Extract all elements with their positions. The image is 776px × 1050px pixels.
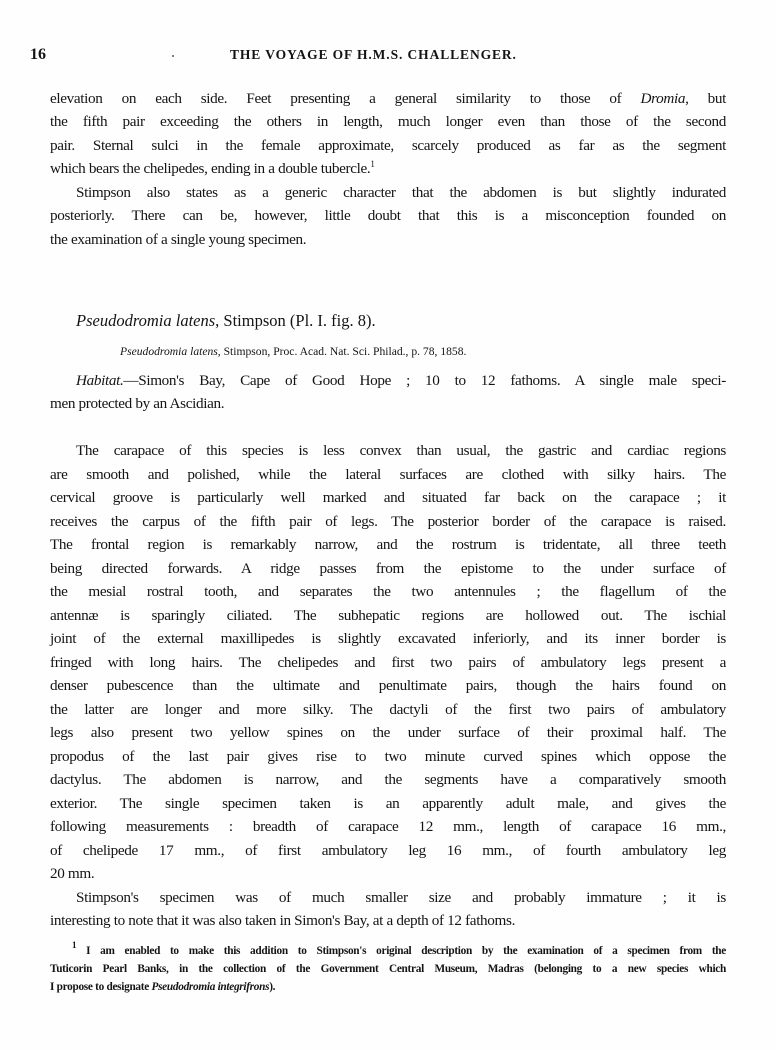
text-line: of chelipede 17 mm., of first ambulatory leg 16 mm., of fourth ambulatory leg [50, 842, 726, 859]
text-line: fringed with long hairs. The chelipedes and first two pairs of ambulatory legs present a [50, 654, 726, 671]
text-span: I am enabled to make this addition to Stimpson's original description by the examination of a specimen from the [76, 945, 726, 957]
text-line: The carapace of this species is less convex than usual, the gastric and cardiac regions [76, 442, 726, 459]
text-line: Stimpson's specimen was of much smaller size and probably immature ; it is [76, 889, 726, 906]
text-line: being directed forwards. A ridge passes from the epistome to the under surface of [50, 560, 726, 577]
synonymy-citation [120, 345, 466, 358]
footnote-line [72, 940, 726, 959]
text-line: cervical groove is particularly well marked and situated far back on the carapace ; it [50, 489, 726, 506]
text-line [76, 371, 726, 391]
text-line: the fifth pair exceeding the others in length, much longer even than those of the second [50, 113, 726, 130]
footnote-line [50, 980, 726, 995]
text-line: The frontal region is remarkably narrow, and the rostrum is tridentate, all three teeth [50, 536, 726, 553]
footnote-marker: 1 [72, 940, 77, 950]
text-line: men protected by an Ascidian. [50, 395, 225, 412]
text-line: joint of the external maxillipedes is slightly excavated inferiorly, and its inner border is [50, 630, 726, 647]
text-line: the examination of a single young specimen. [50, 231, 307, 248]
text-line: the latter are longer and more silky. The dactyli of the first two pairs of ambulatory [50, 701, 726, 718]
footnote-line: Tuticorin Pearl Banks, in the collection of the Government Central Museum, Madras (belonging to a new species which [50, 963, 726, 975]
footnote-reference[interactable]: 1 [370, 159, 375, 169]
text-line: exterior. The single specimen taken is an apparently adult male, and gives the [50, 795, 726, 812]
running-title: THE VOYAGE OF H.M.S. CHALLENGER. [230, 47, 517, 62]
text-span: which bears the chelipedes, ending in a double tubercle. [50, 160, 371, 177]
text-line: dactylus. The abdomen is narrow, and the segments have a comparatively smooth [50, 771, 726, 788]
species-name: Pseudodromia integrifrons [151, 981, 270, 993]
text-line: antennæ is sparingly ciliated. The subhepatic regions are hollowed out. The ischial [50, 607, 726, 624]
text-line: receives the carpus of the fifth pair of legs. The posterior border of the carapace is raised. [50, 513, 726, 530]
text-span: I propose to designate [50, 981, 152, 993]
citation-text: , Stimpson, Proc. Acad. Nat. Sci. Philad., p. 78, 1858. [217, 345, 467, 358]
text-line: denser pubescence than the ultimate and penultimate pairs, though the hairs found on [50, 677, 726, 694]
text-line [50, 159, 726, 179]
species-authority: , Stimpson (Pl. I. fig. 8). [215, 311, 376, 330]
text-line: the mesial rostral tooth, and separates the two antennules ; the flagellum of the [50, 583, 726, 600]
text-span: ). [269, 981, 276, 993]
text-line: legs also present two yellow spines on the under surface of their proximal half. The [50, 724, 726, 741]
text-span: , but [685, 90, 726, 107]
text-line: pair. Sternal sulci in the female approximate, scarcely produced as far as the segment [50, 137, 726, 154]
text-line: propodus of the last pair gives rise to two minute curved spines which oppose the [50, 748, 726, 765]
text-line: 20 mm. [50, 865, 95, 882]
text-line: are smooth and polished, while the lateral surfaces are clothed with silky hairs. The [50, 466, 726, 483]
text-span: —Simon's Bay, Cape of Good Hope ; 10 to 12 fathoms. A single male speci- [123, 372, 726, 389]
text-line: posteriorly. There can be, however, little doubt that this is a misconception founded on [50, 207, 726, 224]
text-line: following measurements : breadth of carapace 12 mm., length of carapace 16 mm., [50, 818, 726, 835]
species-name: Pseudodromia latens [76, 311, 216, 330]
page-number: 16 [30, 46, 46, 63]
text-line: interesting to note that it was also taken in Simon's Bay, at a depth of 12 fathoms. [50, 912, 516, 929]
scan-speck [172, 55, 174, 57]
species-heading [76, 311, 376, 331]
habitat-label: Habitat. [76, 372, 124, 389]
text-line: Stimpson also states as a generic character that the abdomen is but slightly indurated [76, 184, 726, 201]
species-name: Pseudodromia latens [120, 345, 218, 358]
genus-name: Dromia [640, 90, 686, 107]
text-span: elevation on each side. Feet presenting a general similarity to those of [50, 90, 641, 107]
text-line [50, 89, 726, 109]
